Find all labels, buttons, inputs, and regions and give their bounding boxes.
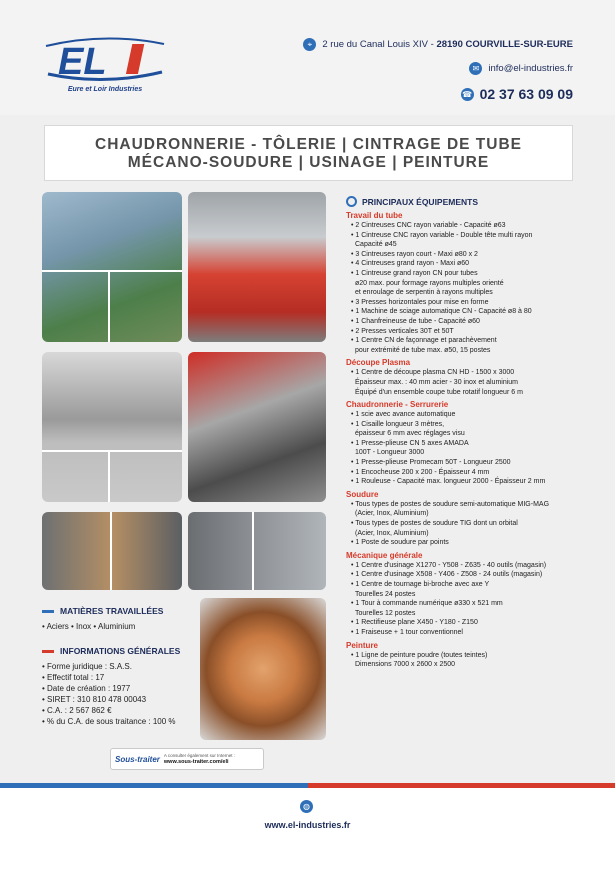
website-link[interactable]: www.el-industries.fr — [264, 820, 351, 830]
equipment-item: • 1 Ligne de peinture poudre (toutes teintes) — [351, 651, 488, 659]
svg-text:EL: EL — [58, 41, 107, 83]
equipment-item: • 1 Fraiseuse + 1 tour conventionnel — [351, 628, 463, 636]
equipment-item: ø20 max. pour formage rayons multiples orienté — [355, 279, 504, 287]
photo-mechanical-assembly — [188, 352, 326, 502]
red-bar-icon — [42, 650, 54, 653]
general-info-block — [42, 646, 192, 727]
equipment-item: • 1 Cintreuse CNC rayon variable - Double tête multi rayon — [351, 231, 533, 239]
equipment-item: • 1 Chanfreineuse de tube - Capacité ø60 — [351, 317, 480, 325]
blue-bar-icon — [42, 610, 54, 613]
equipment-item: • 3 Cintreuses rayon court - Maxi ø80 x 2 — [351, 250, 478, 258]
equipment-item: • 1 Poste de soudure par points — [351, 539, 449, 547]
contact-block — [303, 38, 573, 113]
photo-copper-coil — [200, 598, 326, 740]
phone-row — [303, 86, 573, 102]
equipment-section-title: Découpe Plasma — [346, 358, 411, 368]
footer-stripe-red — [308, 783, 615, 788]
equipment-item: • 1 Presse-plieuse CN 5 axes AMADA — [351, 439, 469, 447]
materials-heading: MATIÈRES TRAVAILLÉES — [42, 606, 192, 616]
equipment-item: • 1 Machine de sciage automatique CN - Capacité ø8 à 80 — [351, 308, 532, 316]
equipment-item: • 1 Rectifieuse plane X450 - Y180 - Z150 — [351, 619, 478, 627]
footer-stripe-blue — [0, 783, 308, 788]
equipment-section-title: Mécanique générale — [346, 550, 423, 560]
info-line: • C.A. : 2 567 862 € — [42, 706, 112, 715]
equipment-item: • 1 Cintreuse grand rayon CN pour tubes — [351, 269, 478, 277]
materials-list: • Aciers • Inox • Aluminium — [42, 622, 136, 631]
photo-agricultural-machinery — [42, 192, 182, 342]
photo-tube-coils — [188, 512, 326, 590]
equipment-item: • Tous types de postes de soudure TIG dont un orbital — [351, 520, 518, 528]
general-heading: INFORMATIONS GÉNÉRALES — [42, 646, 192, 656]
sous-traiter-logo: Sous-traiter — [115, 754, 160, 764]
equipment-item: et enroulage de serpentin à rayons multiples — [355, 289, 493, 297]
eli-logo-mark — [44, 36, 166, 84]
equipment-item: (Acier, Inox, Aluminium) — [355, 510, 429, 518]
sous-traiter-text: A consulter également sur Internet : www.sous-traiter.com/eli — [163, 753, 235, 765]
equipment-item: • 1 Presse-plieuse Promecam 50T - Longueur 2500 — [351, 459, 511, 467]
equipment-item: • 1 scie avec avance automatique — [351, 411, 456, 419]
equipment-item: • 1 Rouleuse - Capacité max. longueur 2000 - Épaisseur 2 mm — [351, 478, 546, 486]
photo-bent-tubes — [42, 512, 182, 590]
equipment-item: Équipé d'un ensemble coupe tube rotatif longueur 6 m — [355, 388, 523, 396]
materials-block — [42, 606, 192, 632]
equipment-item: Tourelles 24 postes — [355, 590, 416, 598]
info-line: • % du C.A. de sous traitance : 100 % — [42, 717, 176, 726]
equipment-section-title: Soudure — [346, 489, 379, 499]
email-link[interactable]: info@el-industries.fr — [488, 63, 573, 74]
equipment-item: • 1 Centre d'usinage X508 - Y406 - Z508 - 24 outils (magasin) — [351, 571, 543, 579]
equipment-item: • 1 Cisaille longueur 3 mètres, — [351, 420, 445, 428]
equipment-item: • 1 Centre CN de façonnage et parachèvement — [351, 337, 497, 345]
photo-red-hopper — [188, 192, 326, 342]
info-line: • Date de création : 1977 — [42, 684, 131, 693]
equipment-heading: PRINCIPAUX ÉQUIPEMENTS — [346, 196, 578, 207]
equipment-section-title: Travail du tube — [346, 211, 403, 220]
equipment-item: • 1 Centre d'usinage X1270 - Y508 - Z635 - 40 outils (magasin) — [351, 561, 547, 569]
location-icon: ⌖ — [303, 38, 316, 51]
address-row — [303, 38, 573, 51]
address: 2 rue du Canal Louis XIV - 28190 COURVILLE-SUR-EURE — [322, 39, 573, 50]
gear-icon — [346, 196, 357, 207]
equipment-section-title: Peinture — [346, 640, 379, 650]
phone-icon: ☎ — [462, 89, 473, 99]
equipment-item: • 2 Cintreuses CNC rayon variable - Capacité ø63 — [351, 222, 506, 229]
sous-traiter-badge[interactable] — [110, 748, 264, 770]
info-line: • SIRET : 310 810 478 00043 — [42, 695, 147, 704]
equipment-section-title: Chaudronnerie - Serrurerie — [346, 400, 449, 410]
equipment-list — [346, 196, 578, 670]
equipment-item: • 1 Tour à commande numérique ø330 x 521 mm — [351, 600, 503, 608]
equipment-item: • 1 Encocheuse 200 x 200 - Épaisseur 4 mm — [351, 468, 490, 476]
photo-welded-frames — [42, 352, 182, 502]
globe-icon: ◍ — [300, 800, 313, 813]
title-line-1: CHAUDRONNERIE - TÔLERIE | CINTRAGE DE TUBE — [95, 136, 522, 153]
logo-tagline: Eure et Loir Industries — [67, 86, 143, 93]
equipment-item: • 4 Cintreuses grand rayon - Maxi ø60 — [351, 260, 470, 268]
equipment-item: Dimensions 7000 x 2600 x 2500 — [355, 661, 456, 669]
equipment-item: 100T - Longueur 3000 — [355, 449, 425, 457]
mail-icon: ✉ — [469, 62, 482, 75]
equipment-item: • Tous types de postes de soudure semi-automatique MIG-MAG — [351, 500, 550, 508]
equipment-item: épaisseur 6 mm avec réglages visu — [355, 430, 465, 438]
info-line: • Effectif total : 17 — [42, 673, 105, 682]
equipment-item: (Acier, Inox, Aluminium) — [355, 529, 429, 537]
company-logo — [40, 36, 168, 100]
sous-traiter-url[interactable]: www.sous-traiter.com/eli — [163, 759, 229, 765]
equipment-item: pour extrémité de tube max. ø50, 15 postes — [355, 346, 491, 354]
equipment-item: • 3 Presses horizontales pour mise en forme — [351, 298, 489, 306]
info-line: • Forme juridique : S.A.S. — [42, 662, 132, 671]
equipment-item: Tourelles 12 postes — [355, 609, 416, 617]
equipment-item: Capacité ø45 — [355, 241, 397, 249]
equipment-item: • 1 Centre de découpe plasma CN HD - 1500 x 3000 — [351, 369, 515, 377]
email-row — [303, 62, 573, 75]
title-line-2: MÉCANO-SOUDURE | USINAGE | PEINTURE — [127, 154, 490, 171]
equipment-item: Épaisseur max. : 40 mm acier - 30 inox et aluminium — [355, 378, 519, 386]
activities-title — [44, 125, 573, 181]
equipment-item: • 2 Presses verticales 30T et 50T — [351, 327, 454, 335]
equipment-item: • 1 Centre de tournage bi-broche avec axe Y — [351, 581, 490, 588]
phone-number[interactable]: 02 37 63 09 09 — [479, 86, 573, 102]
